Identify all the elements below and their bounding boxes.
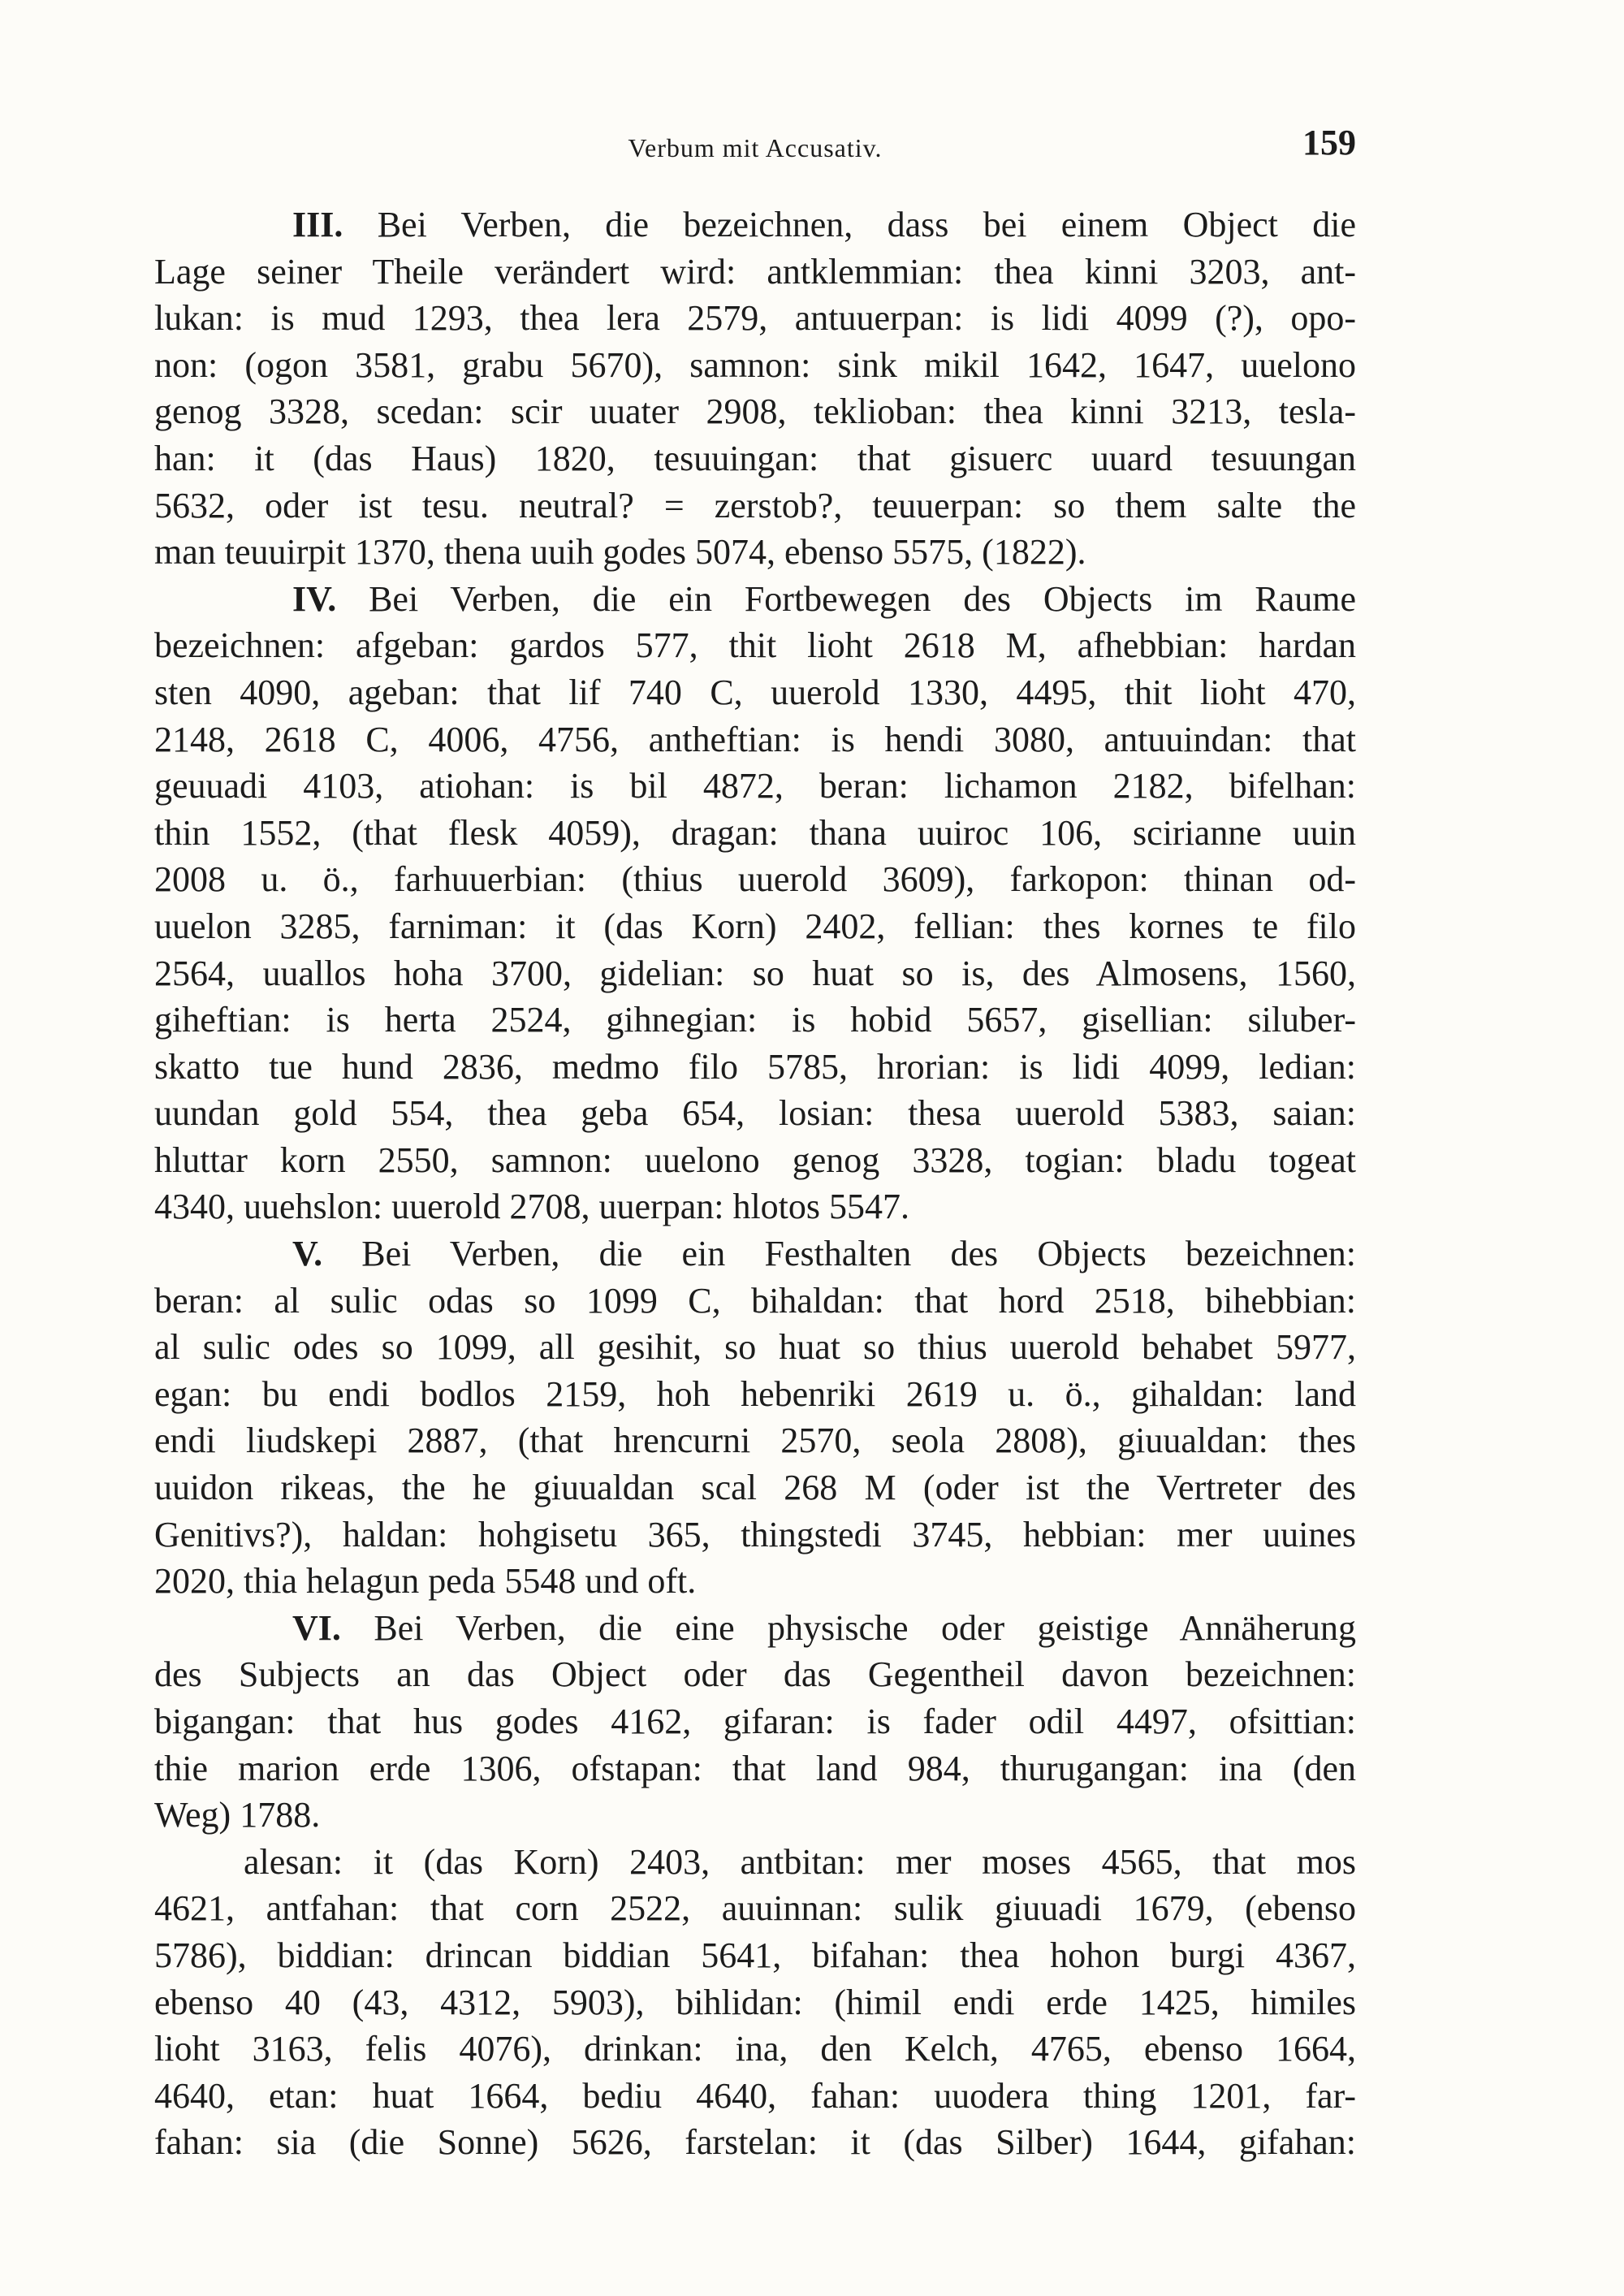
body-text xyxy=(154,201,1356,2166)
text-line: geuuadi 4103, atiohan: is bil 4872, beran: lichamon 2182, bifelhan: xyxy=(154,766,1356,806)
running-title: Verbum mit Accusativ. xyxy=(628,133,883,162)
section-numeral: V. xyxy=(292,1234,323,1274)
text-line: lioht 3163, felis 4076), drinkan: ina, den Kelch, 4765, ebenso 1664, xyxy=(154,2029,1356,2069)
text-line: skatto tue hund 2836, medmo filo 5785, hrorian: is lidi 4099, ledian: xyxy=(154,1046,1356,1087)
text-line: uundan gold 554, thea geba 654, losian: thesa uuerold 5383, saian: xyxy=(154,1093,1356,1134)
text-line: man teuuirpit 1370, thena uuih godes 5074, ebenso 5575, (1822). xyxy=(154,532,1086,573)
text-line: bigangan: that hus godes 4162, gifaran: is fader odil 4497, ofsittian: xyxy=(154,1701,1356,1741)
text-line: thin 1552, (that flesk 4059), dragan: thana uuiroc 106, scirianne uuin xyxy=(154,812,1356,853)
text-line: fahan: sia (die Sonne) 5626, farstelan: it (das Silber) 1644, gifahan: xyxy=(154,2122,1356,2163)
section-numeral: IV. xyxy=(292,578,337,619)
text-line: egan: bu endi bodlos 2159, hoh hebenriki 2619 u. ö., gihaldan: land xyxy=(154,1373,1356,1414)
section-iii xyxy=(154,201,1356,576)
text-line: 2020, thia helagun peda 5548 und oft. xyxy=(154,1561,697,1602)
text-line: lukan: is mud 1293, thea lera 2579, antuuerpan: is lidi 4099 (?), opo- xyxy=(154,298,1356,339)
text-line: al sulic odes so 1099, all gesihit, so huat so thius uuerold behabet 5977, xyxy=(154,1327,1356,1368)
text-line: han: it (das Haus) 1820, tesuuingan: that gisuerc uuard tesuungan xyxy=(154,438,1356,478)
text-line: hluttar korn 2550, samnon: uuelono genog 3328, togian: bladu togeat xyxy=(154,1139,1356,1180)
section-numeral: VI. xyxy=(292,1607,341,1648)
text-line: 4340, uuehslon: uuerold 2708, uuerpan: hlotos 5547. xyxy=(154,1187,910,1227)
text-line: 4640, etan: huat 1664, bediu 4640, fahan: uuodera thing 1201, far- xyxy=(154,2075,1356,2116)
text-line: bezeichnen: afgeban: gardos 577, thit lioht 2618 M, afhebbian: hardan xyxy=(154,625,1356,666)
text-line: beran: al sulic odas so 1099 C, bihaldan: that hord 2518, bihebbian: xyxy=(154,1280,1356,1321)
text-line: alesan: it (das Korn) 2403, antbitan: mer moses 4565, that mos xyxy=(244,1841,1356,1882)
text-line: ebenso 40 (43, 4312, 5903), bihlidan: (himil endi erde 1425, himiles xyxy=(154,1982,1356,2022)
page-number: 159 xyxy=(1302,123,1356,162)
text-line: genog 3328, scedan: scir uuater 2908, teklioban: thea kinni 3213, tesla- xyxy=(154,391,1356,432)
text-line: Lage seiner Theile verändert wird: antklemmian: thea kinni 3203, ant- xyxy=(154,251,1356,292)
page-header xyxy=(154,122,1356,179)
text-line: VI. Bei Verben, die eine physische oder geistige Annäherung xyxy=(292,1607,1356,1648)
section-numeral: III. xyxy=(292,205,343,244)
section-v xyxy=(154,1230,1356,1605)
text-line: sten 4090, ageban: that lif 740 C, uuerold 1330, 4495, thit lioht 470, xyxy=(154,672,1356,712)
section-iv xyxy=(154,576,1356,1230)
text-line: uuidon rikeas, the he giuualdan scal 268 M (oder ist the Vertreter des xyxy=(154,1468,1356,1508)
text-line: uuelon 3285, farniman: it (das Korn) 2402, fellian: thes kornes te filo xyxy=(154,906,1356,946)
text-line: des Subjects an das Object oder das Gegentheil davon bezeichnen: xyxy=(154,1654,1356,1695)
text-line: Genitivs?), haldan: hohgisetu 365, thingstedi 3745, hebbian: mer uuines xyxy=(154,1514,1356,1554)
text-line: 5632, oder ist tesu. neutral? = zerstob?, teuuerpan: so them salte the xyxy=(154,485,1356,525)
section-vi xyxy=(154,1605,1356,1839)
text-line: 5786), biddian: drincan biddian 5641, bifahan: thea hohon burgi 4367, xyxy=(154,1935,1356,1975)
text-line: 2148, 2618 C, 4006, 4756, antheftian: is hendi 3080, antuuindan: that xyxy=(154,719,1356,759)
text-line: III. Bei Verben, die bezeichnen, dass bei einem Object die xyxy=(292,205,1356,244)
text-line: non: (ogon 3581, grabu 5670), samnon: sink mikil 1642, 1647, uuelono xyxy=(154,344,1356,385)
text-line: 2564, uuallos hoha 3700, gidelian: so huat so is, des Almosens, 1560, xyxy=(154,953,1356,993)
text-line: thie marion erde 1306, ofstapan: that land 984, thurugangan: ina (den xyxy=(154,1748,1356,1788)
text-line: 4621, antfahan: that corn 2522, auuinnan: sulik giuuadi 1679, (ebenso xyxy=(154,1888,1356,1929)
text-line: Weg) 1788. xyxy=(154,1795,321,1836)
text-line: 2008 u. ö., farhuuerbian: (thius uuerold 3609), farkopon: thinan od- xyxy=(154,859,1356,900)
text-line: IV. Bei Verben, die ein Fortbewegen des Objects im Raume xyxy=(292,578,1356,619)
text-line: giheftian: is herta 2524, gihnegian: is hobid 5657, gisellian: siluber- xyxy=(154,1000,1356,1040)
text-line: endi liudskepi 2887, (that hrencurni 2570, seola 2808), giuualdan: thes xyxy=(154,1420,1356,1461)
text-line: V. Bei Verben, die ein Festhalten des Objects bezeichnen: xyxy=(292,1234,1356,1274)
continuation-paragraph xyxy=(154,1839,1356,2166)
